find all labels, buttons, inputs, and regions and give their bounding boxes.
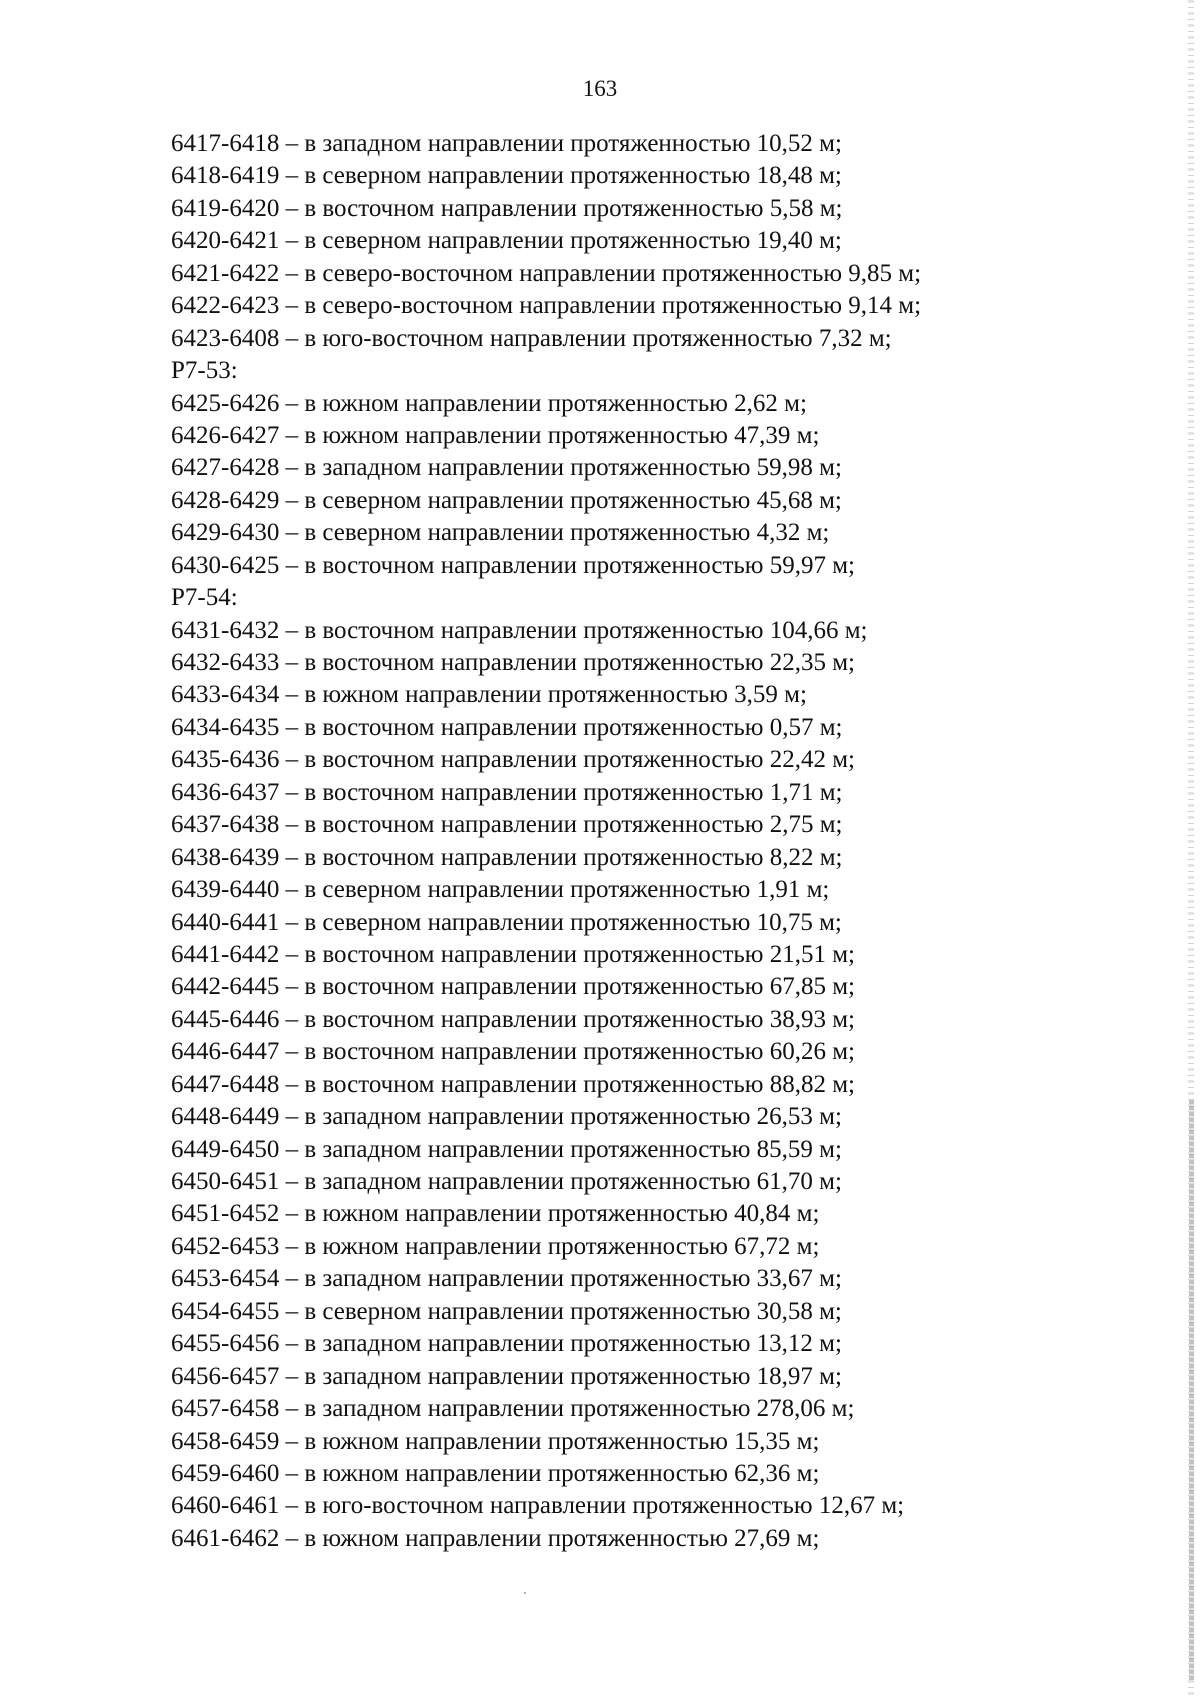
boundary-line: 6435-6436 – в восточном направлении протяженностью 22,42 м;: [171, 746, 855, 774]
boundary-line: 6445-6446 – в восточном направлении протяженностью 38,93 м;: [171, 1005, 855, 1033]
boundary-line: 6461-6462 – в южном направлении протяженностью 27,69 м;: [171, 1524, 820, 1552]
boundary-line: 6451-6452 – в южном направлении протяженностью 40,84 м;: [171, 1200, 820, 1228]
boundary-line: 6422-6423 – в северо-восточном направлении протяженностью 9,14 м;: [171, 292, 922, 320]
boundary-line: 6438-6439 – в восточном направлении протяженностью 8,22 м;: [171, 843, 843, 871]
boundary-line: 6420-6421 – в северном направлении протяженностью 19,40 м;: [171, 227, 842, 255]
page-number: 163: [582, 76, 618, 101]
boundary-line: 6433-6434 – в южном направлении протяженностью 3,59 м;: [171, 681, 807, 709]
boundary-line: 6449-6450 – в западном направлении протяженностью 85,59 м;: [171, 1135, 842, 1163]
boundary-line: 6431-6432 – в восточном направлении протяженностью 104,66 м;: [171, 616, 868, 644]
boundary-line: 6427-6428 – в западном направлении протяженностью 59,98 м;: [171, 454, 842, 482]
boundary-line: 6455-6456 – в западном направлении протяженностью 13,12 м;: [171, 1330, 842, 1358]
boundary-line: Р7-53:: [171, 357, 238, 385]
scan-speck: [524, 1592, 526, 1594]
boundary-line: 6453-6454 – в западном направлении протяженностью 33,67 м;: [171, 1265, 842, 1293]
boundary-line: 6441-6442 – в восточном направлении протяженностью 21,51 м;: [171, 940, 855, 968]
boundary-line: 6454-6455 – в северном направлении протяженностью 30,58 м;: [171, 1297, 842, 1325]
boundary-line: 6421-6422 – в северо-восточном направлении протяженностью 9,85 м;: [171, 259, 922, 287]
boundary-description-list: [171, 128, 1101, 1555]
boundary-line: 6446-6447 – в восточном направлении протяженностью 60,26 м;: [171, 1038, 855, 1066]
boundary-line: 6434-6435 – в восточном направлении протяженностью 0,57 м;: [171, 713, 843, 741]
boundary-line: 6428-6429 – в северном направлении протяженностью 45,68 м;: [171, 486, 842, 514]
boundary-line: 6419-6420 – в восточном направлении протяженностью 5,58 м;: [171, 194, 843, 222]
boundary-line: 6439-6440 – в северном направлении протяженностью 1,91 м;: [171, 876, 830, 904]
boundary-line: 6452-6453 – в южном направлении протяженностью 67,72 м;: [171, 1232, 820, 1260]
boundary-line: 6425-6426 – в южном направлении протяженностью 2,62 м;: [171, 389, 807, 417]
boundary-line: 6437-6438 – в восточном направлении протяженностью 2,75 м;: [171, 811, 843, 839]
boundary-line: 6432-6433 – в восточном направлении протяженностью 22,35 м;: [171, 649, 855, 676]
boundary-line: 6417-6418 – в западном направлении протяженностью 10,52 м;: [171, 130, 842, 157]
boundary-line: 6436-6437 – в восточном направлении протяженностью 1,71 м;: [171, 778, 843, 806]
boundary-line: 6426-6427 – в южном направлении протяженностью 47,39 м;: [171, 421, 820, 449]
scan-edge-artifact-dark: [1189, 1100, 1194, 1680]
boundary-line: 6458-6459 – в южном направлении протяженностью 15,35 м;: [171, 1427, 820, 1455]
boundary-line: 6418-6419 – в северном направлении протяженностью 18,48 м;: [171, 162, 842, 190]
boundary-line: 6447-6448 – в восточном направлении протяженностью 88,82 м;: [171, 1070, 855, 1098]
boundary-line: 6429-6430 – в северном направлении протяженностью 4,32 м;: [171, 519, 830, 547]
boundary-line: 6430-6425 – в восточном направлении протяженностью 59,97 м;: [171, 551, 855, 579]
boundary-line: 6459-6460 – в южном направлении протяженностью 62,36 м;: [171, 1459, 820, 1487]
boundary-line: 6442-6445 – в восточном направлении протяженностью 67,85 м;: [171, 973, 855, 1001]
boundary-line: 6448-6449 – в западном направлении протяженностью 26,53 м;: [171, 1103, 842, 1131]
boundary-line: Р7-54:: [171, 584, 238, 612]
boundary-line: 6423-6408 – в юго-восточном направлении протяженностью 7,32 м;: [171, 324, 892, 352]
boundary-line: 6440-6441 – в северном направлении протяженностью 10,75 м;: [171, 908, 842, 936]
boundary-line: 6457-6458 – в западном направлении протяженностью 278,06 м;: [171, 1395, 855, 1423]
boundary-line: 6450-6451 – в западном направлении протяженностью 61,70 м;: [171, 1168, 842, 1195]
boundary-line: 6456-6457 – в западном направлении протяженностью 18,97 м;: [171, 1362, 842, 1390]
boundary-line: 6460-6461 – в юго-восточном направлении протяженностью 12,67 м;: [171, 1492, 905, 1520]
